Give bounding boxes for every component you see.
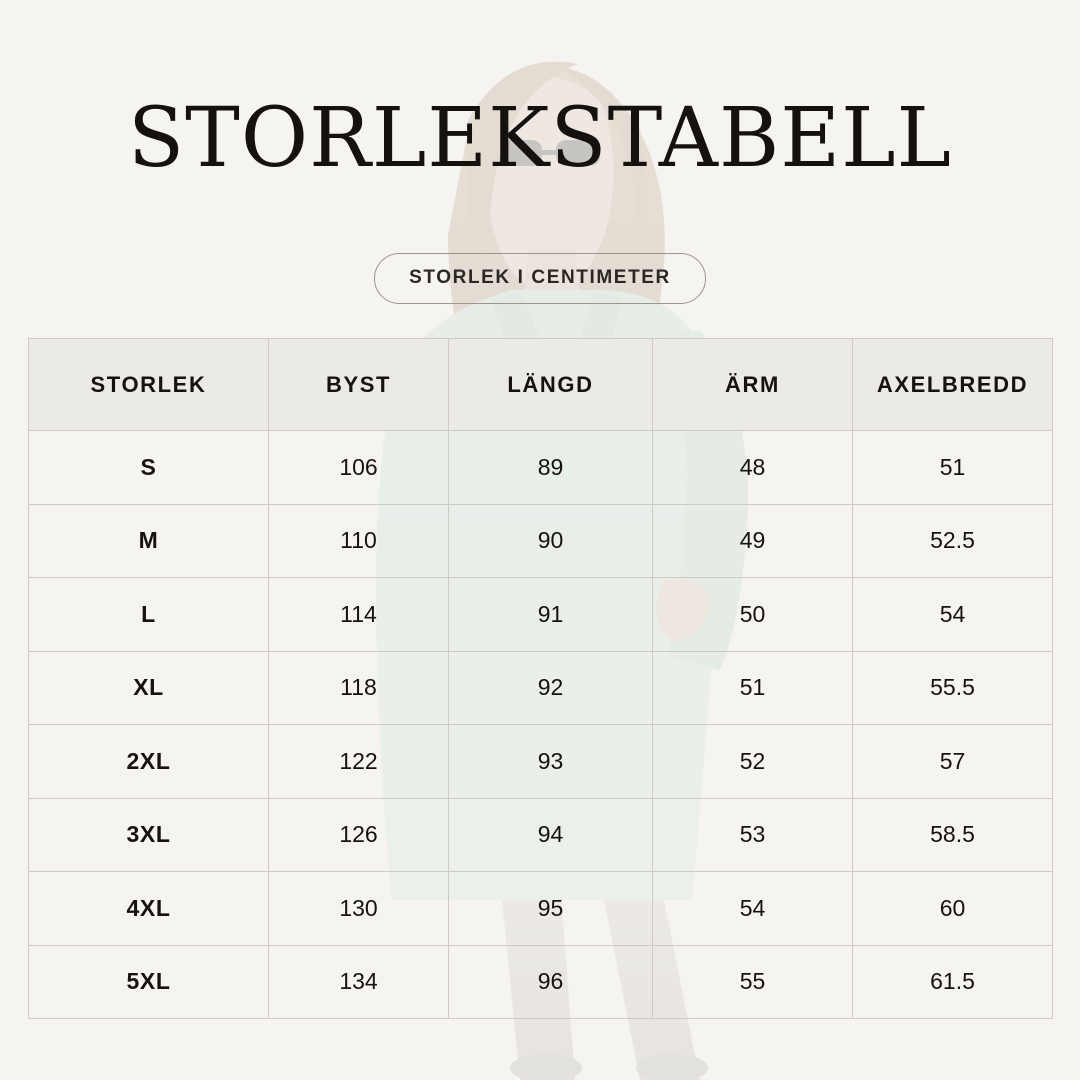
size-table-container (28, 338, 1052, 1019)
table-row (29, 651, 1053, 725)
cell-arm: 49 (653, 504, 853, 578)
cell-axelbredd: 52.5 (853, 504, 1053, 578)
cell-byst: 118 (269, 651, 449, 725)
table-row (29, 725, 1053, 799)
cell-langd: 93 (449, 725, 653, 799)
cell-size: XL (29, 651, 269, 725)
cell-axelbredd: 55.5 (853, 651, 1053, 725)
cell-langd: 90 (449, 504, 653, 578)
cell-langd: 91 (449, 578, 653, 652)
column-header-arm: ÄRM (653, 339, 853, 431)
cell-byst: 110 (269, 504, 449, 578)
cell-axelbredd: 60 (853, 872, 1053, 946)
subtitle-pill-container (0, 253, 1080, 304)
cell-size: M (29, 504, 269, 578)
table-row (29, 431, 1053, 505)
cell-arm: 48 (653, 431, 853, 505)
cell-langd: 95 (449, 872, 653, 946)
cell-size: 5XL (29, 945, 269, 1019)
size-table (28, 338, 1053, 1019)
column-header-langd: LÄNGD (449, 339, 653, 431)
unit-pill: STORLEK I CENTIMETER (374, 253, 706, 304)
cell-arm: 55 (653, 945, 853, 1019)
cell-byst: 106 (269, 431, 449, 505)
cell-langd: 92 (449, 651, 653, 725)
column-header-byst: BYST (269, 339, 449, 431)
cell-axelbredd: 51 (853, 431, 1053, 505)
cell-axelbredd: 58.5 (853, 798, 1053, 872)
cell-arm: 54 (653, 872, 853, 946)
cell-arm: 50 (653, 578, 853, 652)
cell-size: 3XL (29, 798, 269, 872)
cell-langd: 94 (449, 798, 653, 872)
table-row (29, 872, 1053, 946)
cell-byst: 130 (269, 872, 449, 946)
table-row (29, 504, 1053, 578)
cell-byst: 114 (269, 578, 449, 652)
cell-axelbredd: 61.5 (853, 945, 1053, 1019)
cell-size: 2XL (29, 725, 269, 799)
cell-langd: 89 (449, 431, 653, 505)
cell-byst: 122 (269, 725, 449, 799)
table-row (29, 798, 1053, 872)
page-title: STORLEKSTABELL (127, 91, 953, 186)
cell-langd: 96 (449, 945, 653, 1019)
table-header-row (29, 339, 1053, 431)
table-row (29, 945, 1053, 1019)
table-row (29, 578, 1053, 652)
cell-size: S (29, 431, 269, 505)
cell-size: L (29, 578, 269, 652)
cell-byst: 134 (269, 945, 449, 1019)
column-header-storlek: STORLEK (29, 339, 269, 431)
cell-arm: 53 (653, 798, 853, 872)
cell-axelbredd: 57 (853, 725, 1053, 799)
column-header-axelbredd: AXELBREDD (853, 339, 1053, 431)
cell-arm: 52 (653, 725, 853, 799)
cell-axelbredd: 54 (853, 578, 1053, 652)
cell-byst: 126 (269, 798, 449, 872)
cell-size: 4XL (29, 872, 269, 946)
cell-arm: 51 (653, 651, 853, 725)
